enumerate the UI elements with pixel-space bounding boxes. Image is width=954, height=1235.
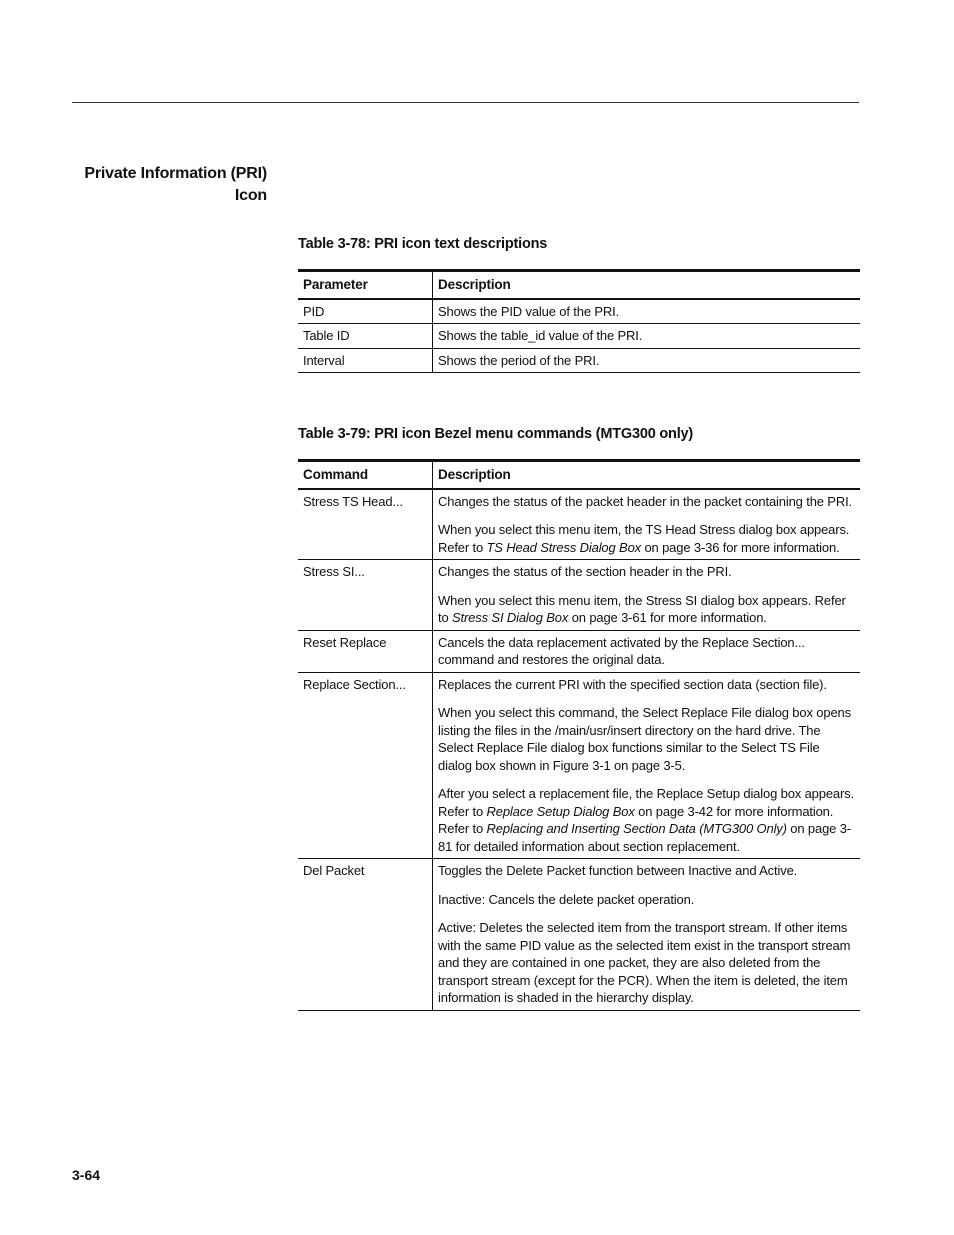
description-paragraph [438,785,855,855]
description-paragraph: Inactive: Cancels the delete packet operation. [438,891,695,907]
command-cell: Del Packet [298,859,433,1011]
description-paragraph: When you select this command, the Select Replace File dialog box opens listing the files in the /main/usr/insert directory on the hard drive. The Select Replace File dialog box functions similar to the Select TS File dialog box shown in Figure 3-1 on page 3-5. [438,705,851,773]
table-row [298,859,860,1011]
description-cell [433,560,861,631]
cross-reference: Stress SI Dialog Box [452,610,569,625]
description-cell: Shows the table_id value of the PRI. [433,324,861,349]
table-row [298,489,860,560]
table-header-row [298,461,860,489]
table-row [298,348,860,373]
table-row [298,324,860,349]
description-paragraph: Changes the status of the section header in the PRI. [438,564,732,579]
section-heading [40,163,267,207]
command-cell: Stress SI... [298,560,433,631]
cross-reference: TS Head Stress Dialog Box [486,539,642,555]
table-row [298,672,860,859]
column-header-command: Command [298,461,433,489]
description-cell: Shows the PID value of the PRI. [433,299,861,324]
description-paragraph [438,521,855,556]
section-heading-line1: Private Information (PRI) [84,165,267,182]
page-number: 3-64 [72,1167,101,1183]
description-paragraph: Toggles the Delete Packet function between Inactive and Active. [438,863,798,878]
table-row [298,299,860,324]
text-span: on page 3-61 for more information. [568,610,767,625]
cross-reference: Replacing and Inserting Section Data (MTG300 Only) [486,821,787,836]
command-cell: Replace Section... [298,672,433,859]
text-span: on page 3-81 for detailed information about section replacement. [438,821,851,854]
description-paragraph [438,592,855,627]
parameter-cell: Interval [298,348,433,373]
column-header-parameter: Parameter [298,271,433,299]
table1-caption: Table 3-78: PRI icon text descriptions [298,236,548,252]
parameter-cell: PID [298,299,433,324]
description-cell [433,859,861,1011]
pri-text-descriptions-table [298,269,860,373]
text-span: When you select this menu item, the Stress SI dialog box appears. Refer to [438,592,846,625]
table-header-row [298,271,860,299]
section-heading-line2: Icon [234,187,267,204]
description-cell: Shows the period of the PRI. [433,348,861,373]
pri-bezel-commands-table [298,459,860,1011]
text-span: When you select this menu item, the TS Head Stress dialog box appears. Refer to [438,522,850,555]
description-paragraph: Changes the status of the packet header in the packet containing the PRI. [438,493,852,509]
parameter-cell: Table ID [298,324,433,349]
description-cell [433,630,861,672]
description-paragraph: Active: Deletes the selected item from the transport stream. If other items with the same PID value as the selected item exist in the transport stream and they are contained in one packet, they are also deleted from the transport stream (except for the PCR). When the item is deleted, the item information is shaded in the hierarchy display. [438,920,851,1005]
description-paragraph: Replaces the current PRI with the specified section data (section file). [438,676,827,692]
column-header-description: Description [433,461,861,489]
text-span: After you select a replacement file, the Replace Setup dialog box appears. Refer to [438,786,854,819]
table-row [298,560,860,631]
description-cell [433,489,861,560]
text-span: on page 3-42 for more information. Refer to [438,803,834,836]
text-span: on page 3-36 for more information. [641,539,840,555]
table2-caption: Table 3-79: PRI icon Bezel menu commands (MTG300 only) [298,426,694,442]
column-header-description: Description [433,271,861,299]
description-paragraph: Cancels the data replacement activated by the Replace Section... command and restores the original data. [438,634,805,667]
header-rule [72,102,859,103]
command-cell: Reset Replace [298,630,433,672]
command-cell: Stress TS Head... [298,489,433,560]
description-cell [433,672,861,859]
cross-reference: Replace Setup Dialog Box [486,803,635,819]
table-row [298,630,860,672]
